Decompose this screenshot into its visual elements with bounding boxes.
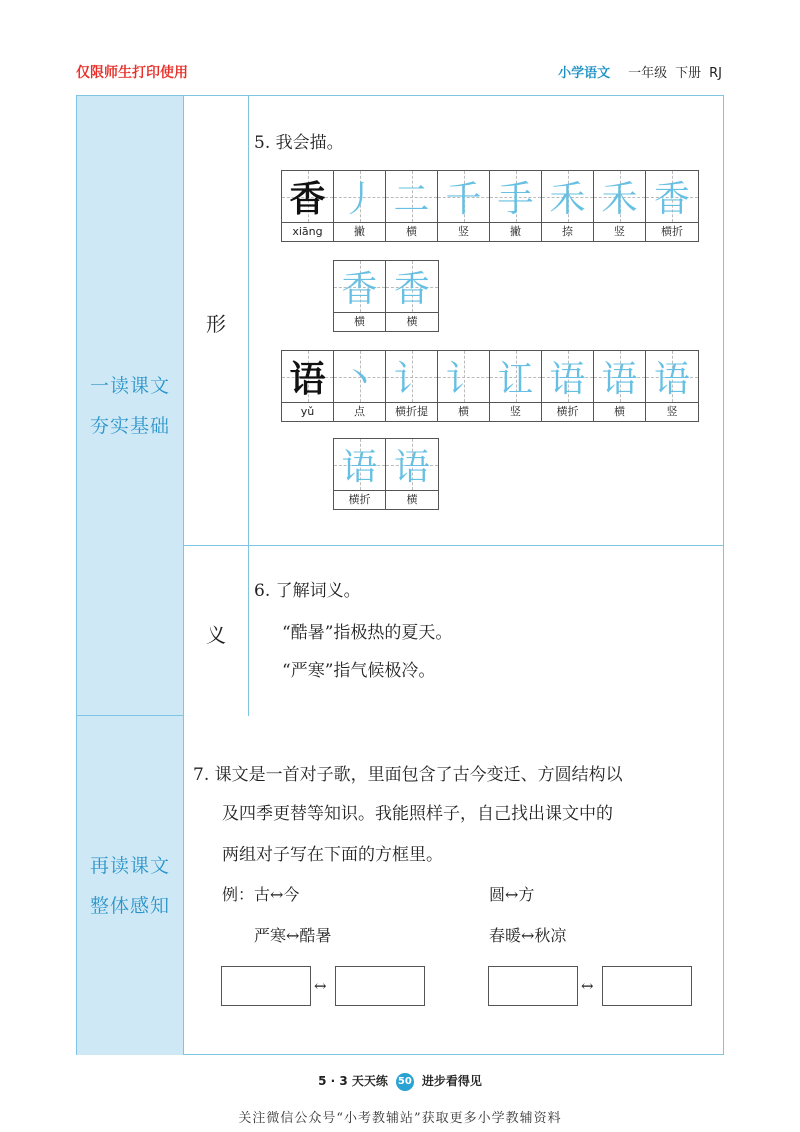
stroke-cell: [646, 351, 698, 421]
label-yi: 义: [206, 623, 226, 647]
stroke-name: 撇: [510, 225, 521, 238]
stroke-cell: [438, 171, 490, 241]
stroke-name: 横: [406, 493, 418, 506]
trace-char: 禾: [549, 179, 586, 220]
answer-box-1a[interactable]: [221, 966, 311, 1006]
divider: [248, 96, 249, 716]
stroke-name: 竖: [666, 405, 678, 418]
stroke-name: 横: [614, 405, 625, 418]
model-char-cell: [282, 171, 334, 241]
trace-char: 讧: [497, 359, 534, 400]
stroke-name: 竖: [458, 225, 469, 238]
stroke-name: 竖: [614, 225, 625, 238]
trace-grid-xiang: [333, 260, 439, 332]
q7-text-2: 及四季更替等知识。我能照样子，自己找出课文中的: [222, 804, 613, 824]
book-info: [550, 62, 722, 81]
trace-char: 丿: [341, 179, 378, 220]
stroke-cell: [490, 171, 542, 241]
volume: 下册: [675, 66, 702, 81]
stroke-name: 横折: [661, 225, 683, 238]
stroke-name: 横: [406, 315, 418, 328]
footer-slogan: 进步看得见: [421, 1074, 482, 1088]
footer-brand: 5 · 3 天天练: [318, 1074, 388, 1088]
q7-example-1: 例：古↔今: [222, 885, 300, 904]
stroke-cell: [594, 351, 646, 421]
trace-char: 语: [549, 359, 586, 400]
q7-example-3: 严寒↔酷暑: [254, 926, 332, 945]
stroke-cell: [386, 171, 438, 241]
stroke-cell: [594, 171, 646, 241]
stroke-name: 横: [458, 405, 469, 418]
section-label-1: 一读课文 夯实基础: [77, 96, 184, 716]
edition: RJ: [709, 66, 722, 81]
q5-title: 5. 我会描。: [254, 133, 344, 153]
q6-definition-2: “严寒”指气候极冷。: [282, 661, 436, 681]
trace-char: 二: [393, 179, 430, 220]
q6-title: 6. 了解词义。: [254, 581, 361, 601]
model-char-cell: [282, 351, 334, 421]
grade: 一年级: [628, 66, 668, 81]
answer-box-2a[interactable]: [488, 966, 578, 1006]
trace-char: 千: [445, 179, 482, 220]
pinyin: yǔ: [300, 405, 315, 418]
trace-char: 语: [393, 447, 430, 488]
q7-example-2: 圆↔方: [489, 885, 535, 904]
stroke-name: 横: [406, 225, 417, 238]
stroke-name: 撇: [354, 225, 365, 238]
trace-char: 手: [497, 179, 534, 220]
stroke-grid-yu: [281, 350, 699, 422]
q7-example-4: 春暖↔秋凉: [489, 926, 567, 945]
stroke-cell: [490, 351, 542, 421]
stroke-cell: [542, 171, 594, 241]
stroke-cell: [334, 439, 386, 509]
trace-char: 讠: [445, 359, 482, 400]
label-xing: 形: [206, 312, 226, 336]
trace-char: 香: [653, 179, 690, 220]
subject: 小学语文: [558, 66, 611, 81]
stroke-name: 横折: [348, 493, 371, 506]
promo-note: 关注微信公众号“小考教辅站”获取更多小学教辅资料: [238, 1111, 562, 1126]
stroke-cell: [646, 171, 698, 241]
stroke-cell: [334, 171, 386, 241]
section-label-2: 再读课文 整体感知: [77, 716, 184, 1055]
page-number: 50: [396, 1073, 414, 1091]
stroke-cell: [386, 439, 438, 509]
stroke-cell: [438, 351, 490, 421]
trace-grid-yu: [333, 438, 439, 510]
trace-char: 语: [653, 359, 690, 400]
stroke-name: 点: [354, 405, 365, 418]
answer-box-1b[interactable]: [335, 966, 425, 1006]
footer: [0, 1072, 800, 1091]
trace-char: 语: [601, 359, 638, 400]
q7-text-1: 7. 课文是一首对子歌，里面包含了古今变迁、方圆结构以: [193, 765, 623, 785]
trace-char: 丶: [341, 359, 378, 400]
stroke-cell: [386, 261, 438, 331]
stroke-name: 横折提: [395, 405, 428, 418]
pair-arrow-1: ↔: [314, 977, 327, 995]
trace-char: 禾: [601, 179, 638, 220]
trace-char: 香: [393, 269, 430, 310]
q7-text-3: 两组对子写在下面的方框里。: [222, 845, 443, 865]
stroke-name: 横: [354, 315, 365, 328]
model-char: 香: [289, 178, 326, 220]
divider: [184, 545, 724, 546]
pair-arrow-2: ↔: [581, 977, 594, 995]
stroke-cell: [334, 351, 386, 421]
stroke-cell: [386, 351, 438, 421]
q6-definition-1: “酷暑”指极热的夏天。: [282, 623, 453, 643]
stroke-cell: [542, 351, 594, 421]
stroke-grid-xiang: [281, 170, 699, 242]
print-notice: 仅限师生打印使用: [76, 65, 188, 81]
stroke-name: 竖: [510, 405, 521, 418]
answer-box-2b[interactable]: [602, 966, 692, 1006]
model-char: 语: [289, 358, 326, 400]
stroke-name: 横折: [556, 405, 579, 418]
trace-char: 香: [341, 269, 378, 310]
trace-char: 语: [341, 447, 378, 488]
stroke-cell: [334, 261, 386, 331]
pinyin: xiāng: [292, 225, 323, 238]
stroke-name: 捺: [562, 225, 573, 238]
trace-char: 讠: [393, 359, 430, 400]
